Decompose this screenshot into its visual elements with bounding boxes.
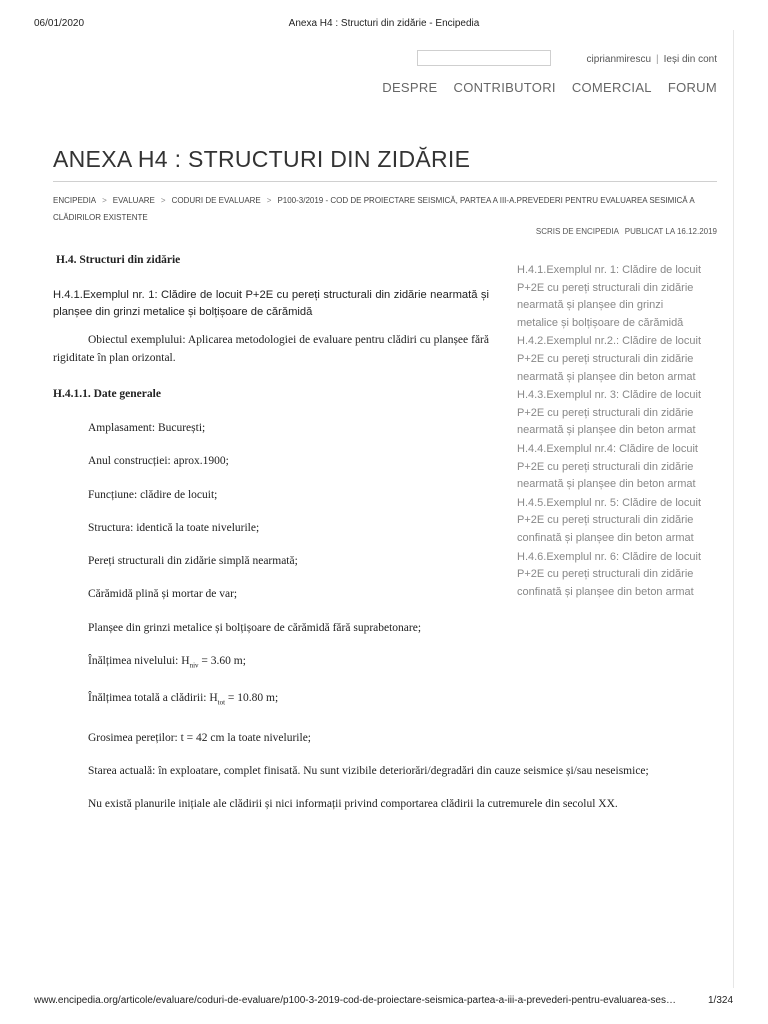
data-item-anul-constructiei: Anul construcției: aprox.1900; [88, 455, 229, 467]
data-item-structura: Structura: identică la toate nivelurile; [88, 522, 260, 534]
example-heading: H.4.1.Exemplul nr. 1: Clădire de locuit P+2E cu pereți structurali din zidărie nearmată și planșee din grinzi metalice și bolțișoare de cărămidă [53, 289, 489, 318]
username-link[interactable]: ciprianmirescu [586, 54, 652, 65]
logout-link[interactable]: Ieși din cont [663, 54, 717, 65]
article-meta [536, 227, 717, 236]
table-of-contents [517, 262, 707, 602]
nav-item-contributori[interactable]: CONTRIBUTORI [453, 80, 556, 95]
breadcrumb [53, 192, 717, 226]
data-item-functiune: Funcțiune: clădire de locuit; [88, 489, 218, 501]
title-divider [53, 181, 717, 182]
data-item-amplasament: Amplasament: București; [88, 422, 206, 434]
breadcrumb-separator: > [160, 196, 166, 205]
data-item-stare-actuala: Starea actuală: în exploatare, complet finisată. Nu sunt vizibile deteriorări/degradări din cauze seismice și/sau neseismice; [88, 765, 649, 777]
inaltime-totala-subscript: tot [217, 698, 226, 707]
user-links [587, 54, 717, 65]
toc-item-h4-6[interactable]: H.4.6.Exemplul nr. 6: Clădire de locuit P+2E cu pereți structurali din zidărie confinată și planșee din beton armat [517, 550, 702, 598]
main-nav [382, 80, 717, 95]
print-header [0, 6, 768, 29]
toc-item-h4-3[interactable]: H.4.3.Exemplul nr. 3: Clădire de locuit P+2E cu pereți structurali din zidărie nearmată și planșee din beton armat [517, 389, 702, 437]
breadcrumb-item-evaluare[interactable]: EVALUARE [112, 196, 155, 205]
inaltime-nivel-label: Înălțimea nivelului: H [88, 655, 190, 667]
print-url: www.encipedia.org/articole/evaluare/coduri-de-evaluare/p100-3-2019-cod-de-proiectare-seismica-partea-a-iii-a-prevederi-pentru-evaluarea-ses… [34, 995, 676, 1006]
subsection-heading: H.4.1.1. Date generale [53, 388, 161, 400]
toc-item-h4-1[interactable]: H.4.1.Exemplul nr. 1: Clădire de locuit P+2E cu pereți structurali din zidărie nearmată și planșee din grinzi metalice și bolțișoare de cărămidă [517, 264, 702, 329]
nav-item-comercial[interactable]: COMERCIAL [571, 80, 652, 95]
section-heading: H.4. Structuri din zidărie [56, 254, 181, 266]
nav-item-forum[interactable]: FORUM [667, 80, 717, 95]
breadcrumb-item-coduri-de-evaluare[interactable]: CODURI DE EVALUARE [171, 196, 261, 205]
inaltime-nivel-subscript: niv [189, 661, 199, 670]
page-title: ANEXA H4 : STRUCTURI DIN ZIDĂRIE [53, 146, 471, 172]
inaltime-totala-label: Înălțimea totală a clădirii: H [88, 692, 218, 704]
data-item-grosime-pereti: Grosimea pereților: t = 42 cm la toate nivelurile; [88, 732, 311, 744]
data-item-caramida: Cărămidă plină și mortar de var; [88, 588, 238, 600]
inaltime-totala-value: = 10.80 m; [225, 692, 279, 704]
data-item-inaltime-totala [88, 692, 278, 706]
print-date: 06/01/2020 [34, 18, 85, 29]
user-links-separator: | [656, 54, 659, 65]
breadcrumb-separator: > [102, 196, 107, 205]
page-right-border [733, 30, 734, 988]
top-bar [0, 50, 768, 70]
toc-item-h4-2[interactable]: H.4.2.Exemplul nr.2.: Clădire de locuit P+2E cu pereți structurali din zidărie nearmată și planșee din beton armat [517, 335, 702, 383]
breadcrumb-separator: > [266, 196, 272, 205]
search-input[interactable] [417, 50, 551, 66]
toc-item-h4-5[interactable]: H.4.5.Exemplul nr. 5: Clădire de locuit P+2E cu pereți structurali din zidărie confinată și planșee din beton armat [517, 496, 702, 544]
print-page-title: Anexa H4 : Structuri din zidărie - Encipedia [288, 18, 480, 29]
breadcrumb-item-p100-3-2019[interactable]: P100-3/2019 - COD DE PROIECTARE SEISMICĂ, PARTEA A III-A.PREVEDERI PENTRU EVALUAREA SESIMICĂ A CLĂDIRILOR EXISTENTE [53, 196, 695, 222]
print-page-number: 1/324 [708, 995, 734, 1006]
publish-date: PUBLICAT LA 16.12.2019 [624, 227, 717, 236]
objective-paragraph: Obiectul exemplului: Aplicarea metodologiei de evaluare pentru clădiri cu planșee fără rigiditate în plan orizontal. [53, 334, 489, 364]
data-item-inaltime-nivel [88, 655, 246, 669]
breadcrumb-item-encipedia[interactable]: ENCIPEDIA [53, 196, 97, 205]
data-item-plansee: Planșee din grinzi metalice și bolțișoare de cărămidă fără suprabetonare; [88, 622, 422, 634]
inaltime-nivel-value: = 3.60 m; [198, 655, 246, 667]
data-item-pereti-structurali: Pereți structurali din zidărie simplă nearmată; [88, 555, 298, 567]
toc-item-h4-4[interactable]: H.4.4.Exemplul nr.4: Clădire de locuit P+2E cu pereți structurali din zidărie nearmată și planșee din beton armat [517, 442, 698, 491]
nav-item-despre[interactable]: DESPRE [382, 80, 438, 95]
data-item-planuri-initiale: Nu există planurile inițiale ale clădirii și nici informații privind comportarea clădirii la cutremurele din secolul XX. [88, 798, 618, 810]
author-link[interactable]: SCRIS DE ENCIPEDIA [535, 227, 619, 236]
